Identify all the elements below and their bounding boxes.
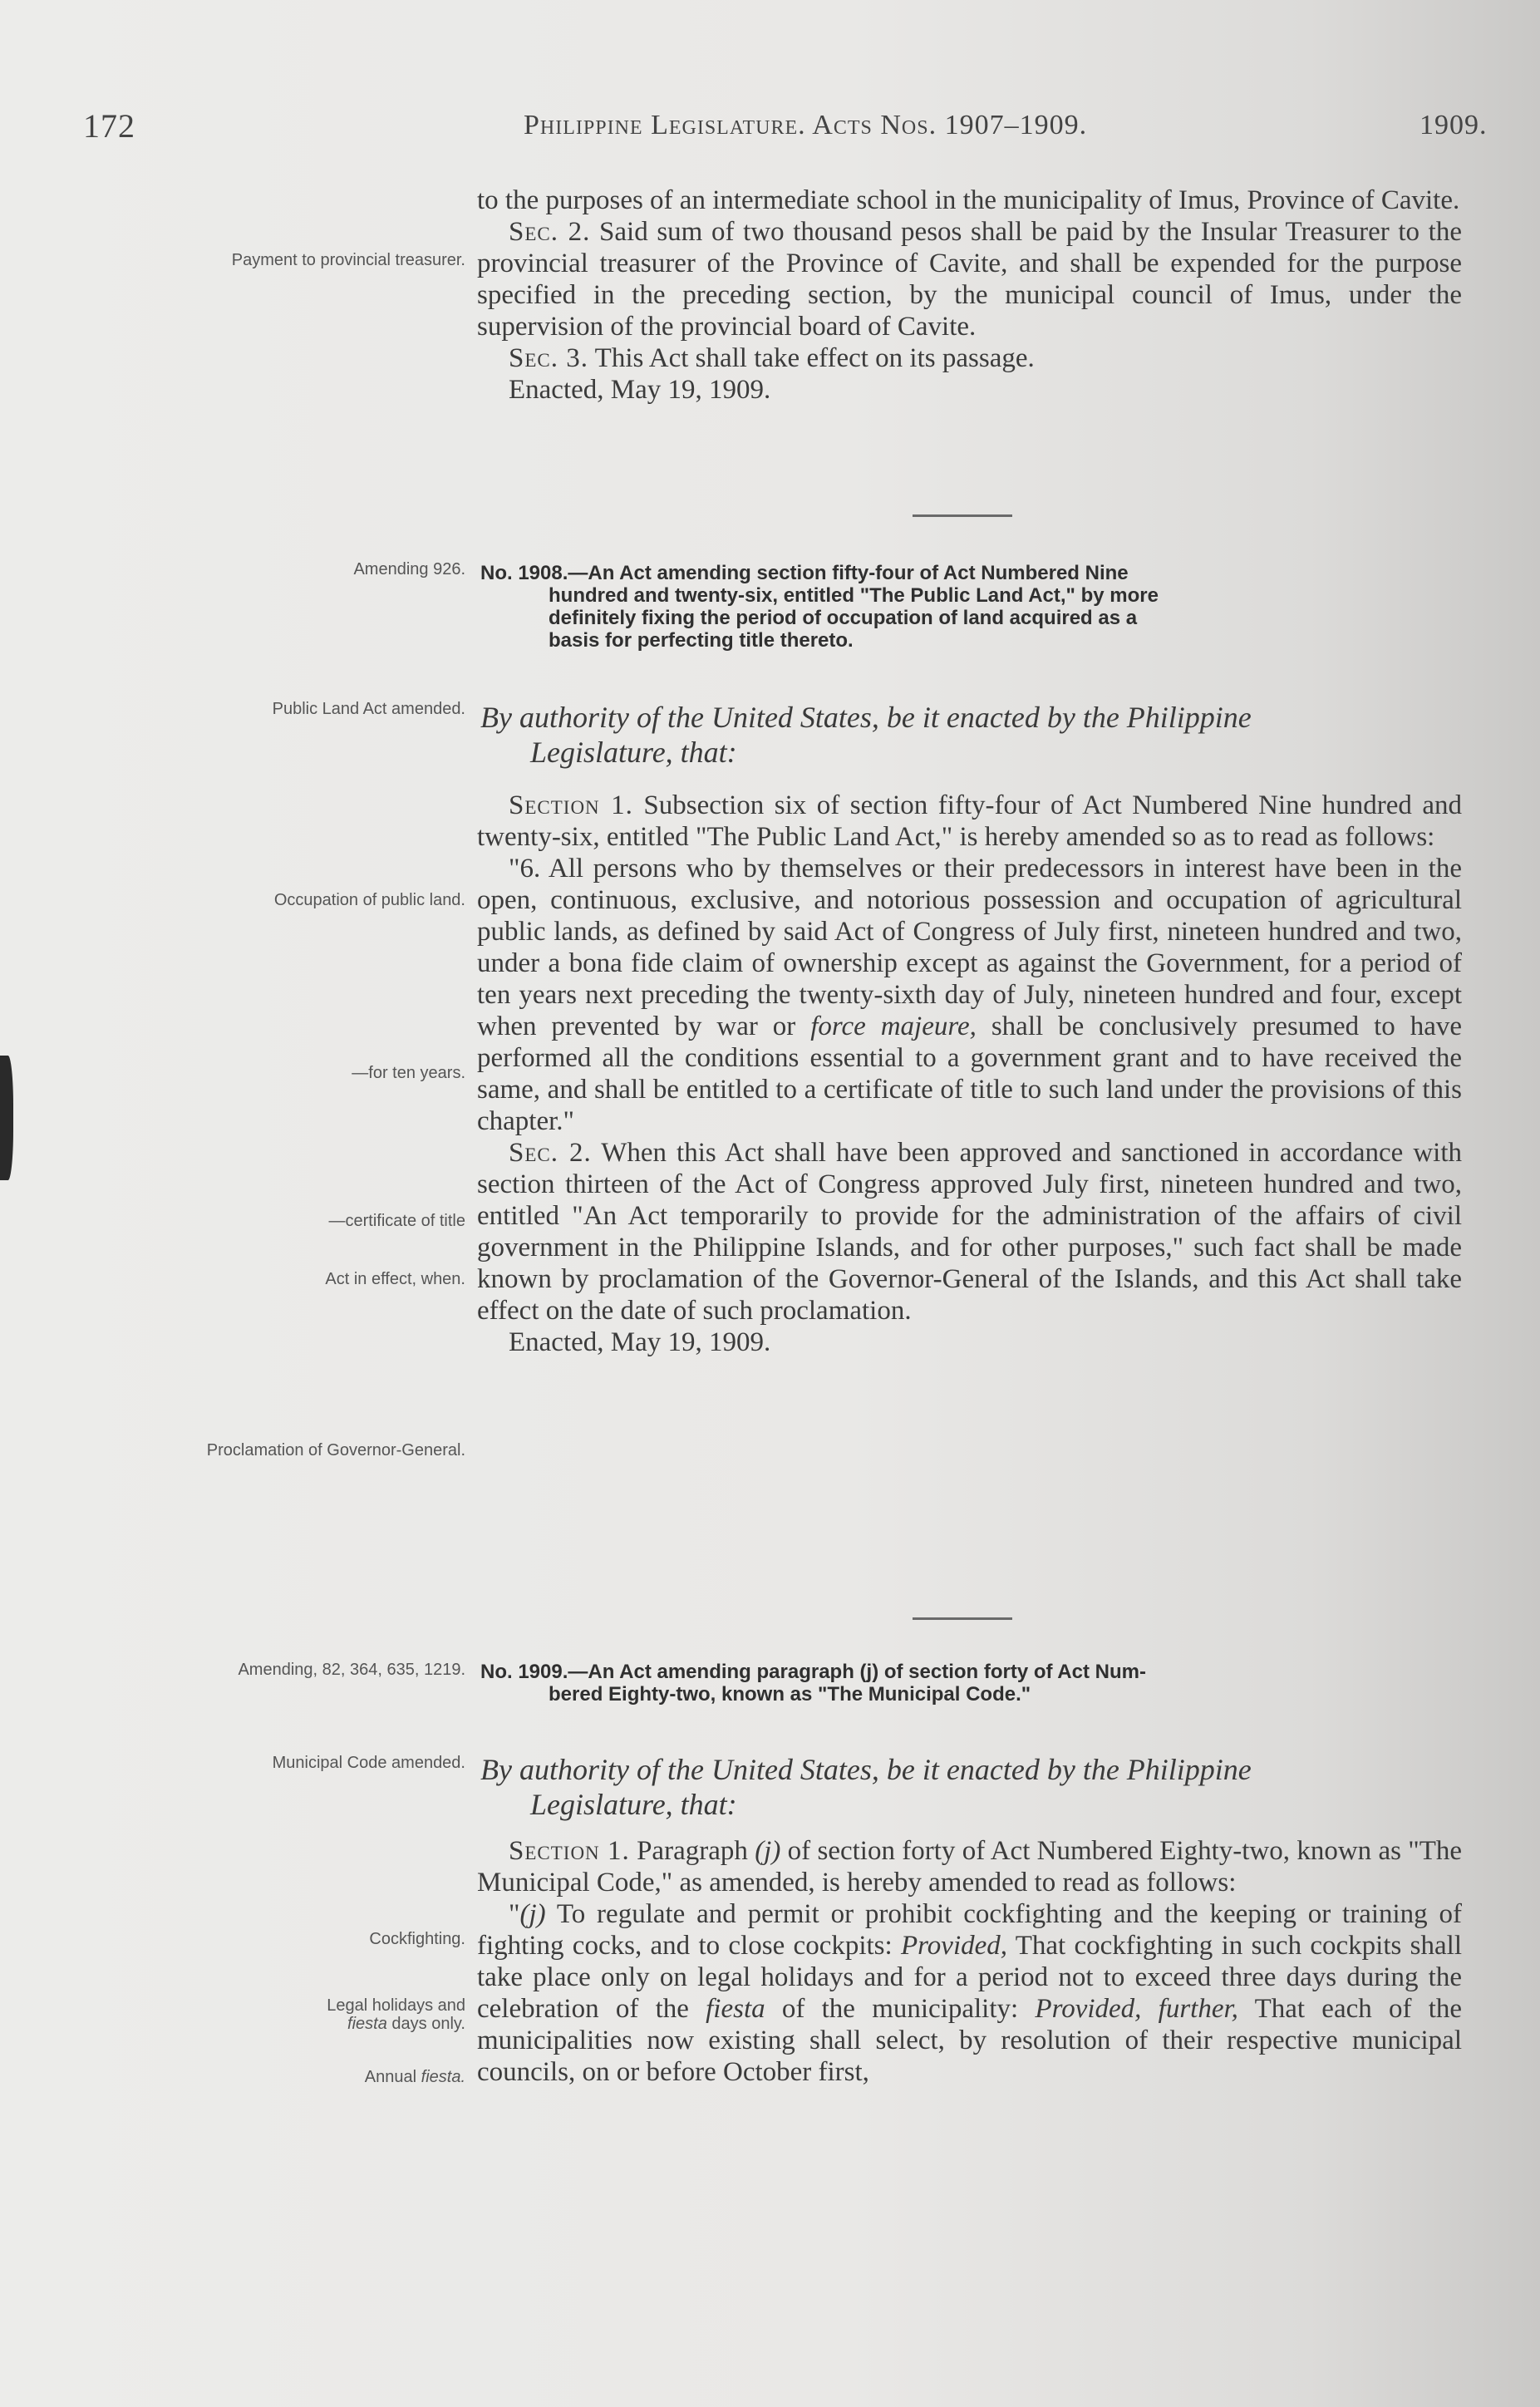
margin-note-payment: Payment to provincial treasurer. [231,251,465,269]
margin-note-amending-82: Amending, 82, 364, 635, 1219. [238,1661,465,1679]
section-text: Said sum of two thousand pesos shall be paid by the Insular Treasurer to the provincial treasurer of the Province of Cavite, and shall be expended for the purpose specified in the preceding section, by the municipal council of Imus, under the supervision of the provincial board of Cavite. [477,217,1462,342]
continuation-paragraph: to the purposes of an intermediate school in the municipality of Imus, Province of Cavite. [477,185,1460,215]
section-paragraph [477,790,1462,853]
quote-text: That each of the municipalities now existing shall select, by resolution of their respective municipal councils, on or before October first, [477,1994,1463,2087]
fiesta-term: fiesta [706,1994,765,2024]
section-text: of section forty of Act Numbered Eighty-two, known as "The Municipal Code," as amended, is hereby amended to read as follows: [477,1836,1463,1898]
act-1909-body [477,1835,1462,2088]
proviso-label: Provided, further, [1035,1994,1238,2024]
enacted-line: Enacted, May 19, 1909. [509,375,771,405]
page-header [83,98,1488,148]
section-divider [913,514,1012,517]
paragraph-letter: (j) [755,1836,781,1866]
quote-text: of the municipality: [781,1994,1019,2024]
heading-line: No. 1908.—An Act amending section fifty-four of Act Numbered Nine [480,562,1129,584]
margin-note-ten-years: —for ten years. [352,1064,465,1082]
margin-note-proclamation: Proclamation of Governor-General. [206,1441,465,1459]
heading-line: No. 1909.—An Act amending paragraph (j) of section forty of Act Num- [480,1661,1146,1683]
heading-line: hundred and twenty-six, entitled "The Public Land Act," by more [549,584,1159,607]
heading-line: definitely fixing the period of occupation of land acquired as a [549,607,1138,629]
margin-note-certificate: —certificate of title [328,1212,465,1230]
section-text: Paragraph [637,1836,748,1866]
section-label: Section 1. [509,1836,630,1866]
quoted-paragraph [477,1898,1462,2088]
act-1909-heading [480,1661,1461,1706]
running-title: Philippine Legislature. Acts Nos. 1907–1909. [524,110,1088,140]
heading-line: bered Eighty-two, known as "The Municipal Code." [549,1683,1031,1706]
margin-italic: fiesta [347,2015,387,2033]
quote-text: To regulate and permit or prohibit cockfighting and the keeping or training of fighting cocks, and to close cockpits: [477,1899,1462,1961]
section-text: This Act shall take effect on its passage. [594,343,1035,373]
heading-line: basis for perfecting title thereto. [549,629,854,652]
margin-note-legal-holidays [191,1996,465,2033]
margin-note-cockfighting: Cockfighting. [369,1930,465,1948]
proviso-label: Provided, [901,1931,1008,1961]
section-text: When this Act shall have been approved and sanctioned in accordance with section thirteen of the Act of Congress approved July first, nineteen hundred and two, entitled "An Act temporarily to provide for the administration of the affairs of civil government in the Philippine Islands, and for other purposes," such fact shall be made known by proclamation of the Governor-General of the Islands, and this Act shall take effect on the date of such proclamation. [477,1138,1462,1326]
quote-italic: force majeure, [810,1012,977,1041]
quote-text: shall be conclusively presumed to have performed all the conditions essential to a government grant and to have received the same, and shall be entitled to a certificate of title to such land under the provisions of this chapter." [477,1012,1463,1136]
margin-note-act-in-effect: Act in effect, when. [325,1270,465,1288]
margin-note-amending-926: Amending 926. [353,560,465,578]
quote-mark: " [509,1899,520,1929]
section-label: Sec. 2. [509,1138,592,1168]
paragraph-letter: (j) [519,1899,546,1929]
act-1908-heading [480,562,1461,652]
enacting-formula [480,1752,1461,1822]
margin-note-occupation: Occupation of public land. [273,891,465,909]
section-label: Sec. 3. [509,343,588,373]
margin-italic: fiesta. [421,2068,465,2086]
section-paragraph [477,1137,1462,1327]
section-paragraph [477,216,1462,342]
page-number: 172 [83,107,135,145]
quote-text: That cockfighting in such cockpits shall take place only on legal holidays and for a period not to exceed three days during the celebration of the [477,1931,1463,2024]
formula-line: Legislature, that: [530,736,737,769]
section-label: Section 1. [509,790,633,820]
section-divider [913,1617,1012,1620]
header-year: 1909. [1419,110,1488,140]
act-1908-body [477,790,1462,1358]
enacted-line: Enacted, May 19, 1909. [509,1327,771,1357]
margin-note-annual-fiesta [191,2068,465,2086]
formula-line: By authority of the United States, be it enacted by the Philippine [480,1753,1252,1786]
section-paragraph [477,342,1462,374]
section-text: Subsection six of section fifty-four of Act Numbered Nine hundred and twenty-six, entitled "The Public Land Act," is hereby amended so as to read as follows: [477,790,1462,852]
formula-line: Legislature, that: [530,1788,737,1821]
section-paragraph [477,1835,1462,1898]
enacting-formula [480,700,1461,770]
binding-shadow [0,1056,13,1180]
margin-text: Legal holidays and [327,1996,465,2015]
margin-note-municipal-code: Municipal Code amended. [272,1754,465,1772]
quote-text: "6. All persons who by themselves or their predecessors in interest have been in the open, continuous, exclusive, and notorious possession and occupation of agricultural public lands, as defined by said Act of Congress of July first, nineteen hundred and two, under a bona fide claim of ownership except as against the Government, for a period of ten years next preceding the twenty-sixth day of July, nineteen hundred and four, except when prevented by war or [477,854,1462,1041]
section-label: Sec. 2. [509,217,591,247]
margin-text: days only. [391,2015,465,2033]
quoted-subsection [477,853,1462,1137]
margin-note-public-land: Public Land Act amended. [272,700,465,718]
formula-line: By authority of the United States, be it enacted by the Philippine [480,701,1252,734]
margin-text: Annual [364,2068,417,2086]
act-1907-tail [477,185,1462,406]
